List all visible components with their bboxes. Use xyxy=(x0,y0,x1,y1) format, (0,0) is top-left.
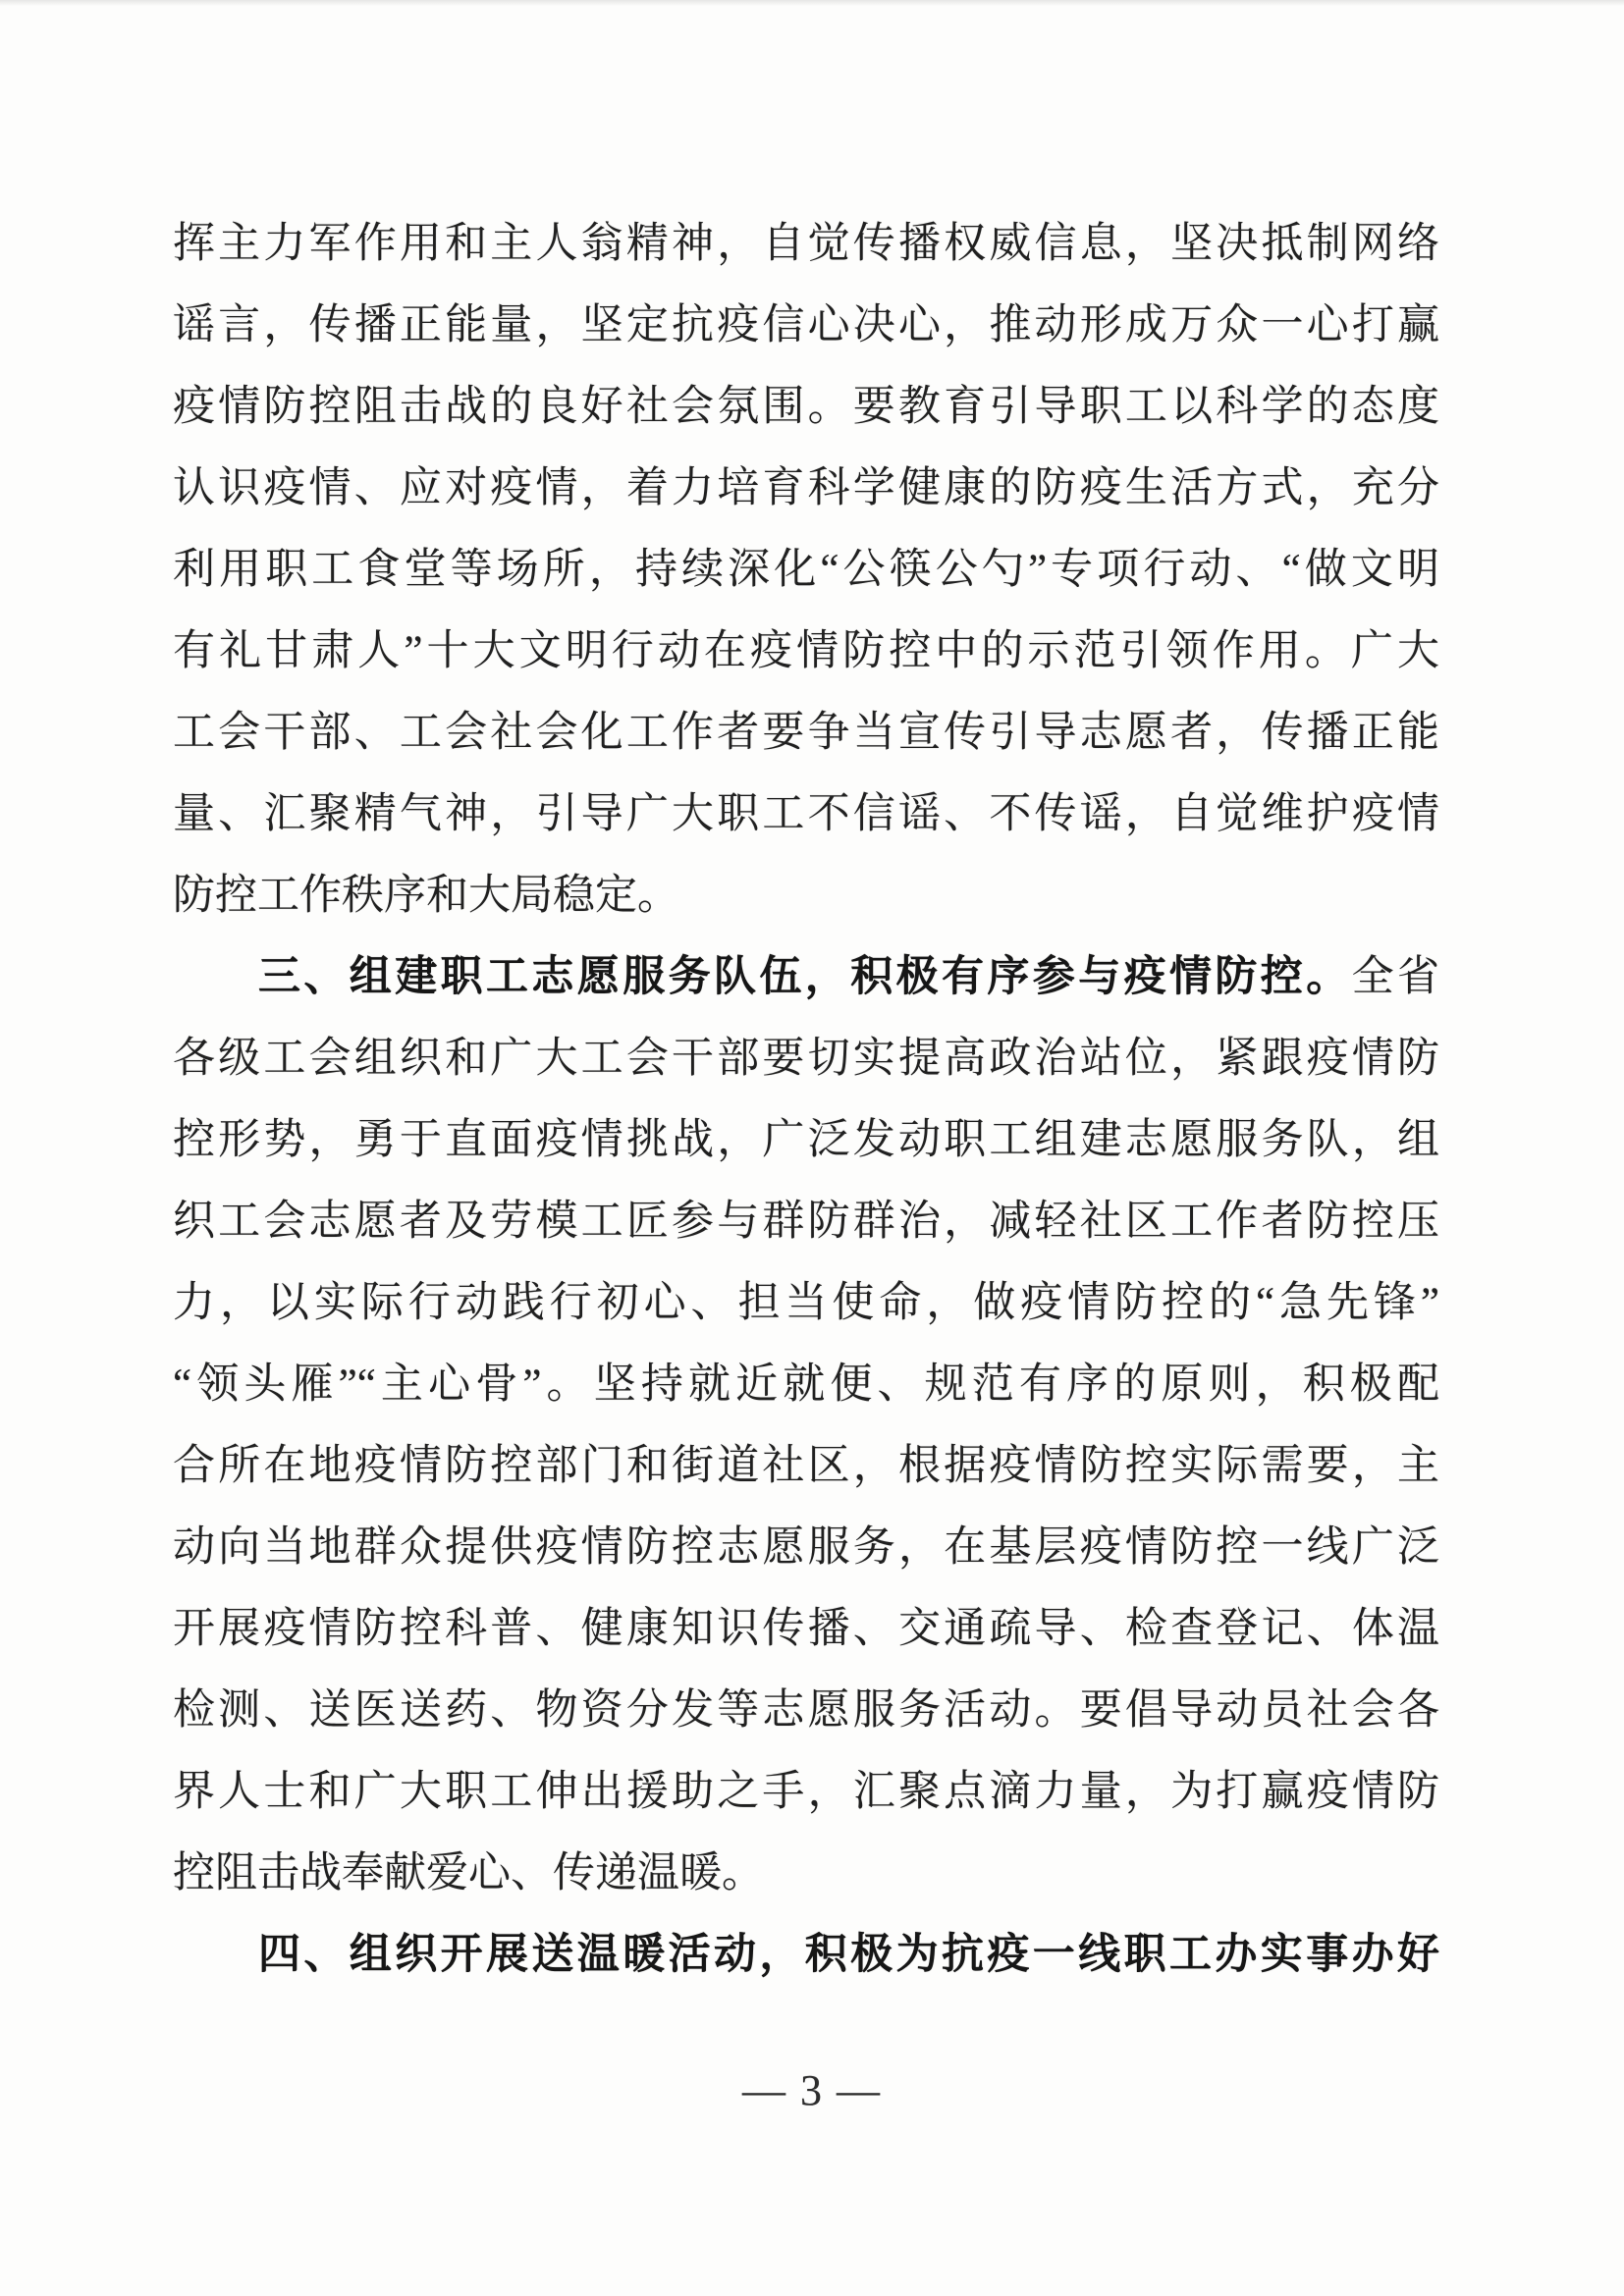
text-line: 谣言，传播正能量，坚定抗疫信心决心，推动形成万众一心打赢 xyxy=(173,302,1439,348)
text-line: 合所在地疫情防控部门和街道社区，根据疫情防控实际需要，主 xyxy=(173,1443,1439,1489)
text-line: 力，以实际行动践行初心、担当使命，做疫情防控的“急先锋” xyxy=(173,1280,1439,1326)
text-line: 认识疫情、应对疫情，着力培育科学健康的防疫生活方式，充分 xyxy=(173,465,1439,511)
text-line: 控阻击战奉献爱心、传递温暖。 xyxy=(173,1850,764,1896)
text-line: 挥主力军作用和主人翁精神，自觉传播权威信息，坚决抵制网络 xyxy=(173,221,1439,267)
scan-edge-artifact xyxy=(0,0,1624,6)
text-line: 界人士和广大职工伸出援助之手，汇聚点滴力量，为打赢疫情防 xyxy=(173,1769,1439,1815)
text-line: 检测、送医送药、物资分发等志愿服务活动。要倡导动员社会各 xyxy=(173,1687,1439,1734)
text-line: 动向当地群众提供疫情防控志愿服务，在基层疫情防控一线广泛 xyxy=(173,1524,1439,1571)
text-line xyxy=(173,1914,1439,1996)
text-line: 织工会志愿者及劳模工匠参与群防群治，减轻社区工作者防控压 xyxy=(173,1199,1439,1245)
text-line: 控形势，勇于直面疫情挑战，广泛发动职工组建志愿服务队，组 xyxy=(173,1117,1439,1163)
section-heading: 三、组建职工志愿服务队伍，积极有序参与疫情防控。 xyxy=(258,953,1352,1000)
text-line: 防控工作秩序和大局稳定。 xyxy=(173,873,679,919)
text-line: 各级工会组织和广大工会干部要切实提高政治站位，紧跟疫情防 xyxy=(173,1036,1439,1082)
text-line: 工会干部、工会社会化工作者要争当宣传引导志愿者，传播正能 xyxy=(173,710,1439,756)
text-line: 三、组建职工志愿服务队伍，积极有序参与疫情防控。全省 xyxy=(258,953,1440,1000)
text-line: 利用职工食堂等场所，持续深化“公筷公勺”专项行动、“做文明 xyxy=(173,547,1439,593)
text-line: 开展疫情防控科普、健康知识传播、交通疏导、检查登记、体温 xyxy=(173,1606,1439,1652)
text-line: 疫情防控阻击战的良好社会氛围。要教育引导职工以科学的态度 xyxy=(173,384,1439,430)
text-line: 量、汇聚精气神，引导广大职工不信谣、不传谣，自觉维护疫情 xyxy=(173,791,1439,837)
section-heading: 四、组织开展送温暖活动，积极为抗疫一线职工办实事办好 xyxy=(258,1931,1439,1978)
page-number: — 3 — xyxy=(742,2066,882,2114)
text-line: 有礼甘肃人”十大文明行动在疫情防控中的示范引领作用。广大 xyxy=(173,628,1439,674)
text-line: “领头雁”“主心骨”。坚持就近就便、规范有序的原则，积极配 xyxy=(173,1362,1439,1408)
document-body xyxy=(173,203,1439,1996)
